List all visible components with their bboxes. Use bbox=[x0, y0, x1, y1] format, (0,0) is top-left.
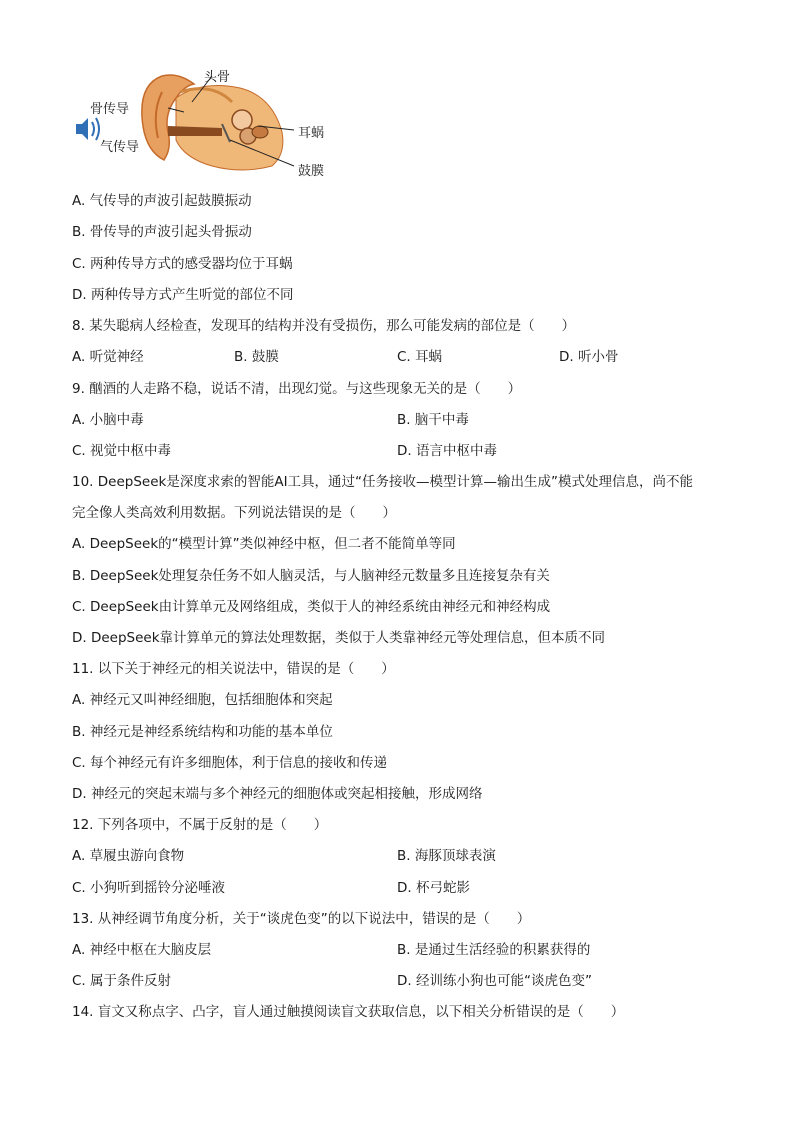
q12-option-d: D. 杯弓蛇影 bbox=[397, 880, 470, 896]
label-qichuandao: 气传导 bbox=[100, 140, 140, 155]
q10-option-d: D. DeepSeek靠计算单元的算法处理数据，类似于人类靠神经元等处理信息，但本质不同 bbox=[72, 630, 606, 646]
label-guchuandao: 骨传导 bbox=[90, 102, 130, 117]
q9-option-b: B. 脑干中毒 bbox=[397, 412, 469, 428]
speaker-icon bbox=[76, 118, 99, 140]
q13-option-c: C. 属于条件反射 bbox=[72, 973, 172, 989]
q10-stem-line2: 完全像人类高效利用数据。下列说法错误的是（ ） bbox=[72, 505, 396, 521]
q13-option-d: D. 经训练小狗也可能“谈虎色变” bbox=[397, 973, 592, 989]
q9-option-d: D. 语言中枢中毒 bbox=[397, 443, 497, 459]
q10-option-b: B. DeepSeek处理复杂任务不如人脑灵活，与人脑神经元数量多且连接复杂有关 bbox=[72, 568, 550, 584]
q11-stem: 11. 以下关于神经元的相关说法中，错误的是（ ） bbox=[72, 661, 395, 677]
ear-conduction-figure bbox=[72, 62, 342, 182]
q8-option-b: B. 鼓膜 bbox=[234, 349, 279, 365]
q8-stem: 8. 某失聪病人经检查，发现耳的结构并没有受损伤，那么可能发病的部位是（ ） bbox=[72, 318, 576, 334]
q7-option-c: C. 两种传导方式的感受器均位于耳蜗 bbox=[72, 256, 293, 272]
q7-option-a: A. 气传导的声波引起鼓膜振动 bbox=[72, 193, 252, 209]
q9-stem: 9. 酗酒的人走路不稳，说话不清，出现幻觉。与这些现象无关的是（ ） bbox=[72, 381, 522, 397]
q13-option-a: A. 神经中枢在大脑皮层 bbox=[72, 942, 212, 958]
q7-option-d: D. 两种传导方式产生听觉的部位不同 bbox=[72, 287, 294, 303]
q13-stem: 13. 从神经调节角度分析，关于“谈虎色变”的以下说法中，错误的是（ ） bbox=[72, 911, 531, 927]
label-erwo: 耳蜗 bbox=[298, 126, 325, 141]
q12-stem: 12. 下列各项中，不属于反射的是（ ） bbox=[72, 817, 328, 833]
q9-option-c: C. 视觉中枢中毒 bbox=[72, 443, 172, 459]
q14-stem: 14. 盲文又称点字、凸字，盲人通过触摸阅读盲文获取信息，以下相关分析错误的是（ ） bbox=[72, 1004, 625, 1020]
q12-option-a: A. 草履虫游向食物 bbox=[72, 848, 185, 864]
q7-option-b: B. 骨传导的声波引起头骨振动 bbox=[72, 224, 252, 240]
q8-option-a: A. 听觉神经 bbox=[72, 349, 144, 365]
q10-stem-line1: 10. DeepSeek是深度求索的智能AI工具，通过“任务接收—模型计算—输出生成”模式处理信息，尚不能 bbox=[72, 474, 694, 490]
q11-option-c: C. 每个神经元有许多细胞体，利于信息的接收和传递 bbox=[72, 755, 388, 771]
label-tougu: 头骨 bbox=[204, 70, 231, 85]
q13-option-b: B. 是通过生活经验的积累获得的 bbox=[397, 942, 591, 958]
q10-option-a: A. DeepSeek的“模型计算”类似神经中枢，但二者不能简单等同 bbox=[72, 536, 456, 552]
q9-option-a: A. 小脑中毒 bbox=[72, 412, 144, 428]
q11-option-b: B. 神经元是神经系统结构和功能的基本单位 bbox=[72, 724, 333, 740]
q8-option-d: D. 听小骨 bbox=[559, 349, 619, 365]
q10-option-c: C. DeepSeek由计算单元及网络组成，类似于人的神经系统由神经元和神经构成 bbox=[72, 599, 551, 615]
q11-option-a: A. 神经元又叫神经细胞，包括细胞体和突起 bbox=[72, 692, 333, 708]
q12-option-c: C. 小狗听到摇铃分泌唾液 bbox=[72, 880, 226, 896]
q8-option-c: C. 耳蜗 bbox=[397, 349, 443, 365]
q11-option-d: D. 神经元的突起末端与多个神经元的细胞体或突起相接触，形成网络 bbox=[72, 786, 483, 802]
q12-option-b: B. 海豚顶球表演 bbox=[397, 848, 496, 864]
label-gumo: 鼓膜 bbox=[298, 164, 325, 179]
